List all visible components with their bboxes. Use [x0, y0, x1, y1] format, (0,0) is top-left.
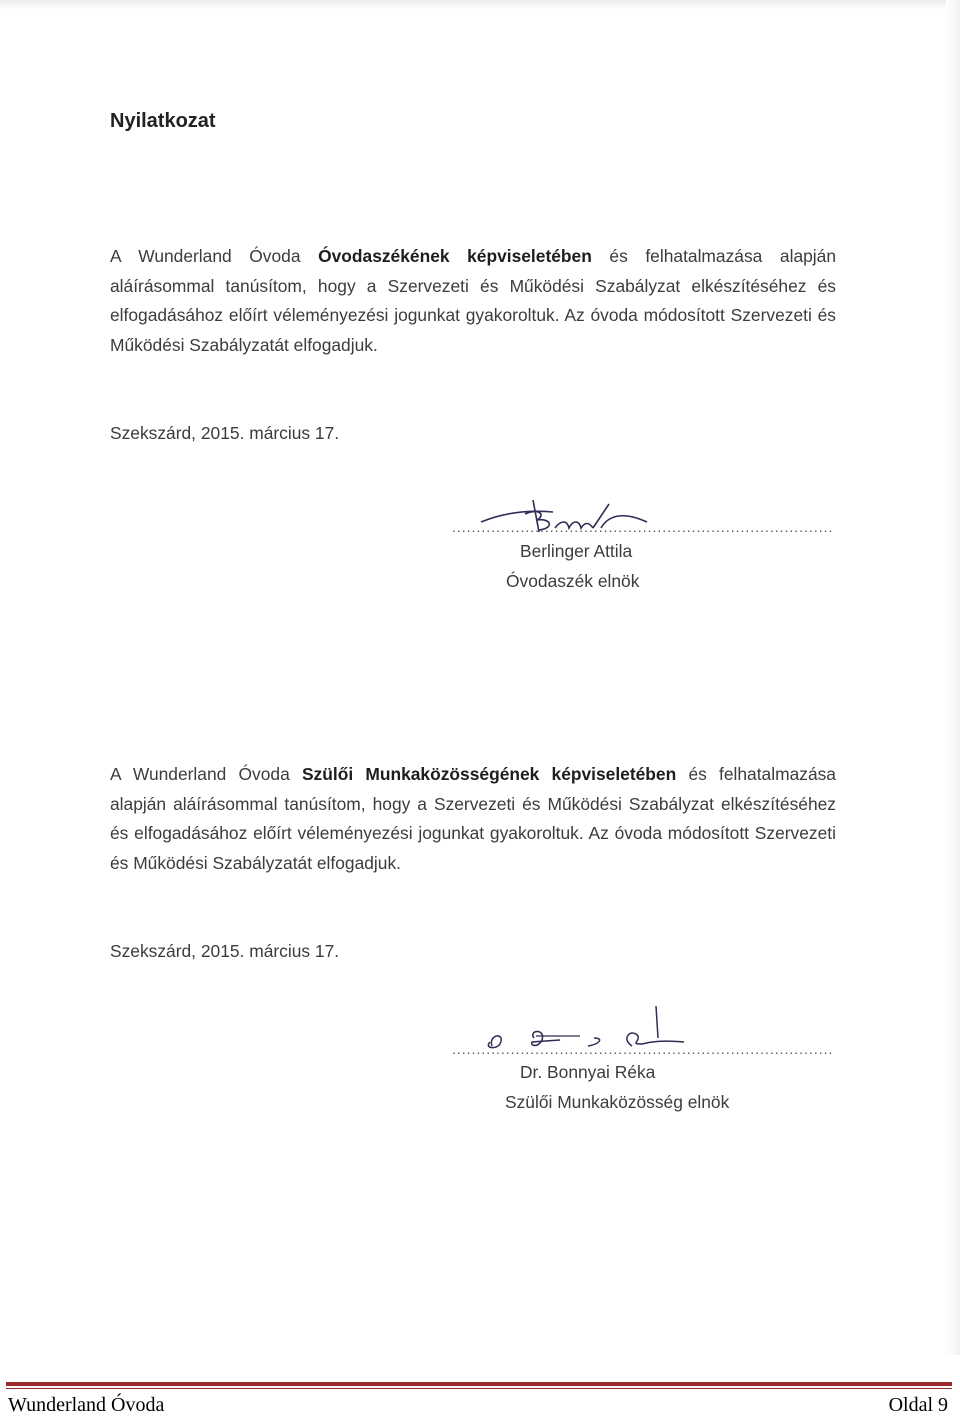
handwritten-signature-1: [475, 492, 695, 540]
paragraph-bold-text: Óvodaszékének képviseletében: [318, 246, 592, 266]
paragraph-text: A Wunderland Óvoda: [110, 246, 319, 266]
date-line-1: Szekszárd, 2015. március 17.: [110, 423, 340, 443]
signer-role-2: Szülői Munkaközösség elnök: [505, 1092, 730, 1112]
scan-edge-right: [946, 0, 960, 1355]
document-title: Nyilatkozat: [110, 110, 216, 132]
signature-line-2: ..............................................................................: [452, 1041, 834, 1057]
paragraph-text: és felhatalmazása alapján aláírásommal tanúsítom, hogy a Szervezeti és Működési Szabályzat elkészítéséhez és elfogadásához előírt véleményezési jogunkat gyakoroltuk. Az óvoda módosított Szervezeti és Működési Szabályzatát elfogadjuk.: [110, 246, 836, 355]
footer-divider: [6, 1382, 952, 1386]
signer-name-1: Berlinger Attila: [520, 541, 633, 561]
paragraph-text: és felhatalmazása alapján aláírásommal tanúsítom, hogy a Szervezeti és Működési Szabályzat elkészítéséhez és elfogadásához előírt véleményezési jogunkat gyakoroltuk. Az óvoda módosított Szervezeti és Működési Szabályzatát elfogadjuk.: [110, 764, 836, 873]
footer-organization: Wunderland Óvoda: [8, 1394, 165, 1416]
declaration-paragraph-2: [110, 760, 836, 878]
signer-role-1: Óvodaszék elnök: [506, 571, 640, 591]
footer-divider-thin: [6, 1388, 952, 1389]
scan-edge: [0, 0, 960, 10]
paragraph-bold-text: Szülői Munkaközösségének képviseletében: [301, 764, 677, 784]
handwritten-signature-2: [470, 1002, 700, 1056]
declaration-paragraph-1: [110, 242, 836, 360]
signer-name-2: Dr. Bonnyai Réka: [520, 1062, 656, 1082]
footer-page-number: Oldal 9: [888, 1394, 948, 1416]
date-line-2: Szekszárd, 2015. március 17.: [110, 941, 340, 961]
paragraph-text: A Wunderland Óvoda: [110, 764, 302, 784]
signature-line-1: ..............................................................................: [452, 519, 834, 535]
